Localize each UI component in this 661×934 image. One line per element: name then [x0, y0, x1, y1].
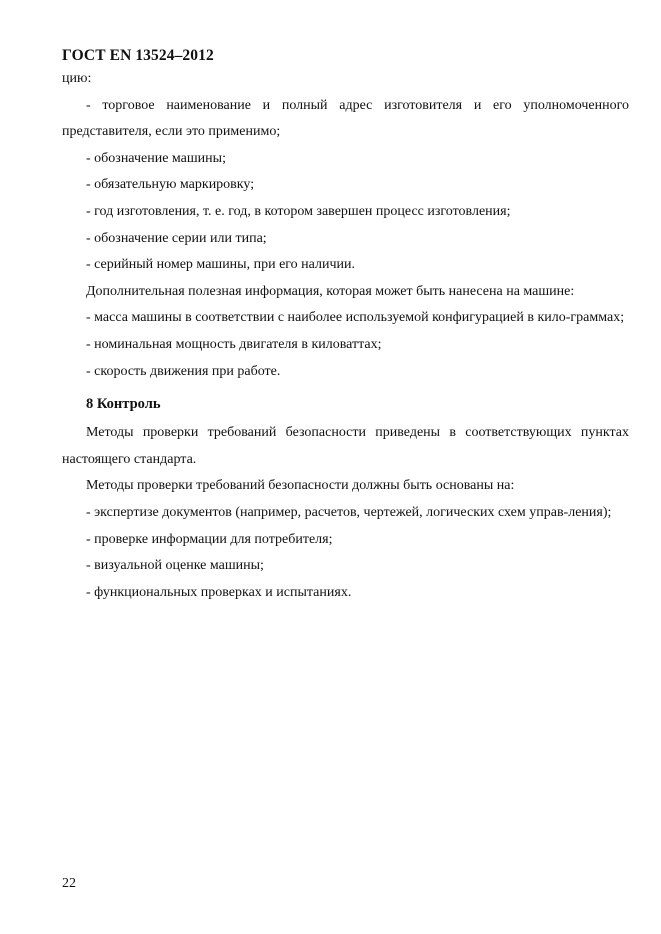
section-paragraph: Методы проверки требований безопасности приведены в соответствующих пунктах настоящего стандарта. — [62, 425, 629, 467]
marking-item: - обязательную маркировку; — [86, 177, 255, 193]
marking-item: - год изготовления, т. е. год, в котором завершен процесс изготовления; — [86, 203, 511, 219]
verification-item: - функциональных проверках и испытаниях. — [86, 584, 352, 600]
verification-item: - визуальной оценке машины; — [86, 558, 264, 574]
marking-item: - торговое наименование и полный адрес изготовителя и его уполномоченного представителя, если это применимо; — [62, 97, 629, 140]
additional-item: - скорость движения при работе. — [86, 363, 281, 379]
marking-item: - серийный номер машины, при его наличии. — [86, 257, 356, 273]
continuation-text: цию: — [62, 71, 92, 86]
marking-item: - обозначение серии или типа; — [86, 230, 267, 246]
verification-item: - экспертизе документов (например, расчетов, чертежей, логических схем управ-ления); — [86, 504, 612, 520]
document-header: ГОСТ EN 13524–2012 — [62, 47, 214, 64]
section-heading: 8 Контроль — [86, 396, 161, 413]
marking-item: - обозначение машины; — [86, 150, 226, 166]
verification-item: - проверке информации для потребителя; — [86, 531, 333, 547]
additional-item: - масса машины в соответствии с наиболее используемой конфигурацией в кило-граммах; — [86, 310, 625, 326]
additional-info-intro: Дополнительная полезная информация, которая может быть нанесена на машине: — [86, 283, 575, 299]
additional-item: - номинальная мощность двигателя в киловаттах; — [86, 336, 382, 352]
page-number: 22 — [62, 876, 76, 891]
section-paragraph: Методы проверки требований безопасности должны быть основаны на: — [86, 478, 515, 494]
page-content — [62, 66, 629, 606]
